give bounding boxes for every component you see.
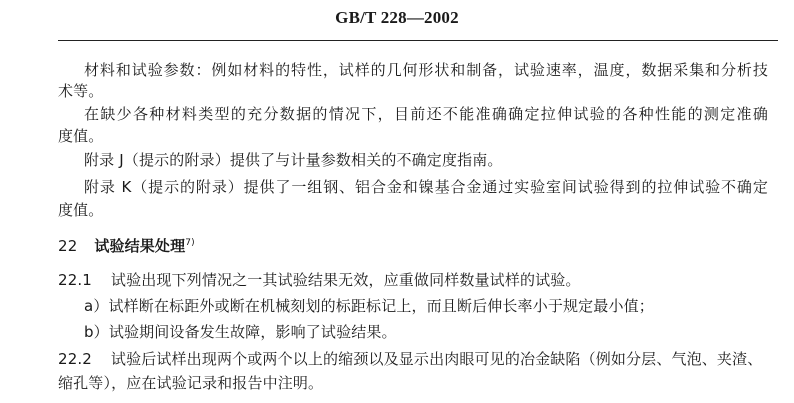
paragraph-materials-line2: 术等。: [58, 82, 104, 100]
paragraph-appendix-k-line2: 度值。: [58, 201, 104, 219]
section-22-2-number: 22.2: [58, 350, 92, 368]
section-22-1-line: [58, 270, 581, 290]
section-22-1-item-b: b）试验期间设备发生故障，影响了试验结果。: [84, 323, 397, 341]
section-22-2-text-line2: 缩孔等），应在试验记录和报告中注明。: [58, 374, 324, 392]
paragraph-materials-line1: 材料和试验参数：例如材料的特性，试样的几何形状和制备，试验速率，温度，数据采集和分析技: [84, 61, 768, 79]
section-22-1-number: 22.1: [58, 271, 92, 289]
section-22-1-item-a: a）试样断在标距外或断在机械刻划的标距标记上，而且断后伸长率小于规定最小值；: [84, 297, 654, 315]
section-22-2-text-line1: 试验后试样出现两个或两个以上的缩颈以及显示出肉眼可见的冶金缺陷（例如分层、气泡、夹渣、: [110, 350, 763, 368]
section-22-1-text: 试验出现下列情况之一其试验结果无效，应重做同样数量试样的试验。: [110, 271, 581, 289]
section-22-heading: [58, 236, 195, 256]
paragraph-lack-data-line1: 在缺少各种材料类型的充分数据的情况下，目前还不能准确确定拉伸试验的各种性能的测定准确: [84, 105, 768, 123]
section-22-2-line1: [58, 349, 768, 369]
paragraph-lack-data-line2: 度值。: [58, 127, 104, 145]
paragraph-appendix-k-line1: 附录 K（提示的附录）提供了一组钢、铝合金和镍基合金通过实验室间试验得到的拉伸试验不确定: [84, 178, 768, 196]
page-header-standard-code: GB/T 228—2002: [335, 8, 459, 27]
paragraph-appendix-j: 附录 J（提示的附录）提供了与计量参数相关的不确定度指南。: [84, 151, 503, 169]
section-22-footnote-mark: 7): [185, 238, 195, 248]
header-rule: [58, 40, 778, 41]
section-22-title: 试验结果处理: [94, 237, 186, 255]
section-22-number: 22: [58, 237, 78, 255]
